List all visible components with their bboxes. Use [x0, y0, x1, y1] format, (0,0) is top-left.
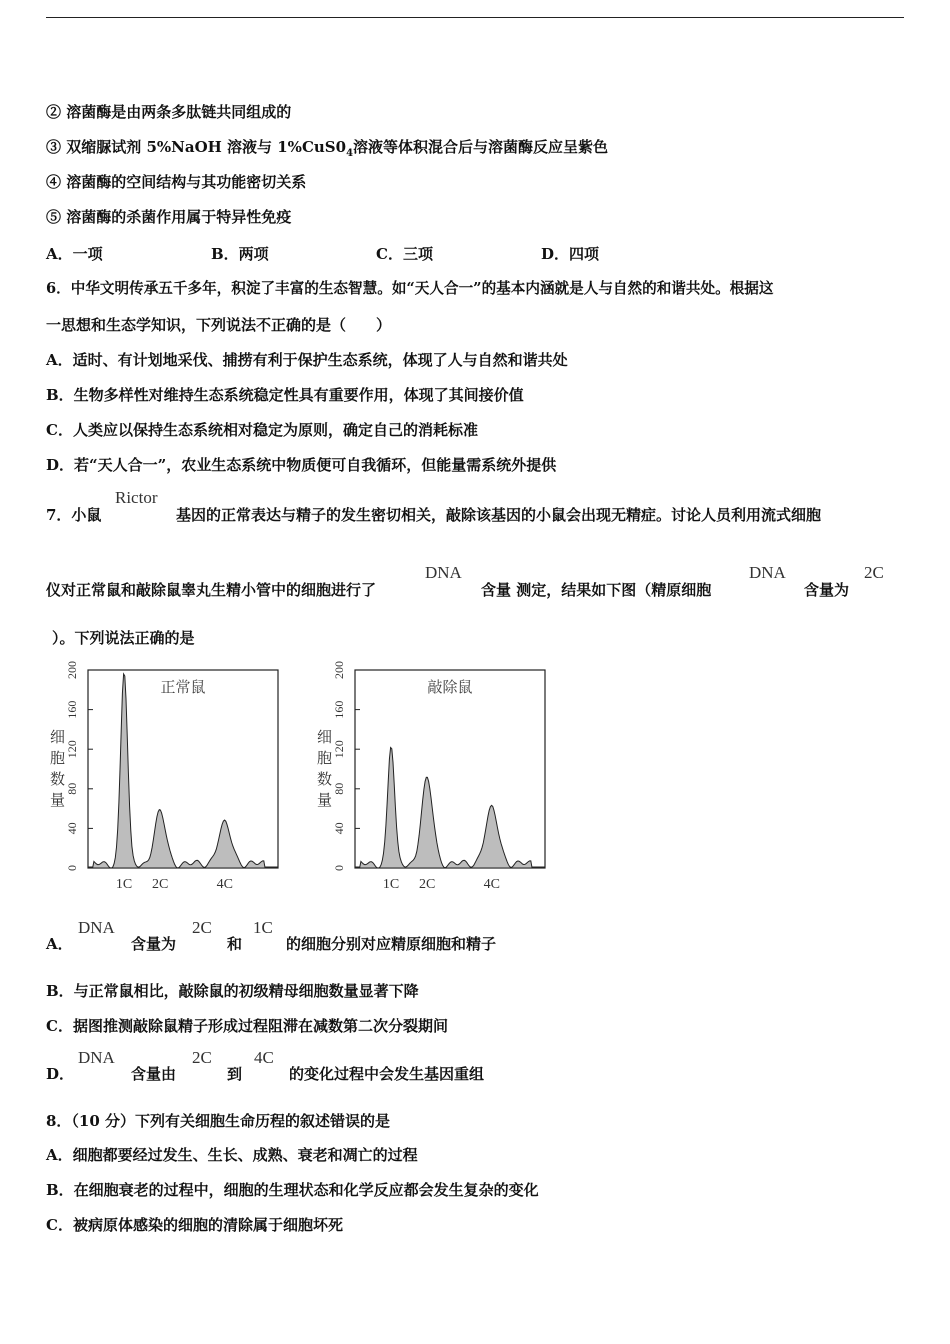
q5-option-b[interactable]: B．两项 — [211, 245, 269, 263]
x-tick-label: 2C — [419, 877, 436, 892]
panel-title: 正常鼠 — [160, 680, 206, 696]
q6-option-c[interactable]: C．人类应以保持生态系统相对稳定为原则，确定自己的消耗标准 — [46, 421, 478, 439]
x-tick-label: 1C — [115, 877, 133, 892]
header-rule — [46, 17, 904, 18]
q6-stem-line1: 6．中华文明传承五千多年，积淀了丰富的生态智慧。如“天人合一”的基本内涵就是人与自然的和谐共处。根据这 — [46, 280, 774, 297]
q7-text-5: 含量为 — [804, 581, 850, 599]
q7-gene-name: Rictor — [115, 488, 158, 507]
q7-option-d-label[interactable]: D． — [46, 1065, 75, 1083]
q8-option-a[interactable]: A．细胞都要经过发生、生长、成熟、衰老和凋亡的过程 — [46, 1146, 418, 1164]
q6-option-b[interactable]: B．生物多样性对维持生态系统稳定性具有重要作用，体现了其间接价值 — [46, 386, 524, 404]
q7-option-a-and: 和 — [227, 935, 243, 953]
q5-option-a[interactable]: A．一项 — [46, 245, 103, 263]
q7-dna-2: DNA — [749, 563, 786, 582]
y-tick-label: 200 — [65, 661, 79, 679]
knockout-mouse-histogram — [317, 661, 545, 892]
x-tick-label: 4C — [216, 877, 233, 892]
chart-frame — [88, 670, 278, 868]
q7-option-a-2c: 2C — [192, 918, 212, 937]
q7-option-c[interactable]: C．据图推测敲除鼠精子形成过程阻滞在减数第二次分裂期间 — [46, 1017, 448, 1035]
y-axis-label-char: 细 — [317, 730, 333, 746]
q7-option-a-text2: 的细胞分别对应精原细胞和精子 — [286, 935, 497, 953]
flow-cytometry-figure — [40, 652, 560, 902]
q5-option-c[interactable]: C．三项 — [376, 245, 433, 263]
y-tick-label: 120 — [332, 740, 346, 759]
q7-option-d-text2: 的变化过程中会发生基因重组 — [289, 1065, 485, 1083]
q7-option-d-text1: 含量由 — [131, 1065, 177, 1083]
statement-3 — [46, 137, 608, 164]
x-tick-label: 2C — [152, 877, 169, 892]
q7-text-6: ）。下列说法正确的是 — [52, 629, 195, 647]
normal-mouse-histogram — [50, 661, 278, 892]
y-axis-label-char: 数 — [50, 772, 66, 788]
statement-3-post: 溶液等体积混合后与溶菌酶反应呈紫色 — [353, 138, 609, 156]
y-axis-label-char: 胞 — [317, 751, 333, 767]
chart-frame — [355, 670, 545, 868]
q7-text-3: 仪对正常鼠和敲除鼠睾丸生精小管中的细胞进行了 — [46, 581, 377, 599]
panel-title: 敲除鼠 — [427, 680, 473, 696]
q7-option-a-dna: DNA — [78, 918, 115, 937]
q7-option-a-1c: 1C — [253, 918, 273, 937]
q7-text-1: 7．小鼠 — [46, 506, 102, 524]
q7-dna-1: DNA — [425, 563, 462, 582]
y-tick-label: 0 — [65, 865, 79, 871]
q7-option-b[interactable]: B．与正常鼠相比，敲除鼠的初级精母细胞数量显著下降 — [46, 982, 419, 1000]
y-tick-label: 160 — [65, 700, 79, 719]
q7-option-d-to: 到 — [227, 1065, 243, 1083]
q8-stem: 8．（10 分）下列有关细胞生命历程的叙述错误的是 — [46, 1112, 391, 1130]
y-axis-label-char: 细 — [50, 730, 66, 746]
q7-option-d-dna: DNA — [78, 1048, 115, 1067]
q8-option-c[interactable]: C．被病原体感染的细胞的清除属于细胞坏死 — [46, 1216, 343, 1234]
q6-stem-line2: 一思想和生态学知识，下列说法不正确的是（ ） — [46, 316, 392, 334]
y-tick-label: 120 — [65, 740, 79, 759]
q7-option-a-label[interactable]: A． — [46, 935, 73, 953]
statement-3-subscript: 4 — [346, 148, 354, 159]
q7-option-a-text1: 含量为 — [131, 935, 177, 953]
q7-text-4: 含量 测定，结果如下图（精原细胞 — [481, 581, 712, 599]
y-axis-label-char: 量 — [50, 793, 66, 809]
q7-option-d-4c: 4C — [254, 1048, 274, 1067]
statement-2: ② 溶菌酶是由两条多肽链共同组成的 — [46, 103, 292, 121]
y-tick-label: 160 — [332, 700, 346, 719]
q7-option-d-2c: 2C — [192, 1048, 212, 1067]
histogram-area — [355, 748, 545, 869]
statement-5: ⑤ 溶菌酶的杀菌作用属于特异性免疫 — [46, 208, 292, 226]
y-axis-label-char: 胞 — [50, 751, 66, 767]
q8-option-b[interactable]: B．在细胞衰老的过程中，细胞的生理状态和化学反应都会发生复杂的变化 — [46, 1181, 539, 1199]
y-tick-label: 40 — [332, 822, 346, 835]
statement-4: ④ 溶菌酶的空间结构与其功能密切关系 — [46, 173, 307, 191]
y-tick-label: 40 — [65, 822, 79, 835]
statement-3-pre: ③ 双缩脲试剂 5%NaOH 溶液与 1%CuS0 — [46, 138, 347, 156]
y-axis-label-char: 数 — [317, 772, 333, 788]
y-tick-label: 80 — [332, 782, 346, 795]
q7-2c: 2C — [864, 563, 884, 582]
y-axis-label-char: 量 — [317, 793, 333, 809]
q6-option-a[interactable]: A．适时、有计划地采伐、捕捞有利于保护生态系统，体现了人与自然和谐共处 — [46, 351, 568, 369]
q7-text-2: 基因的正常表达与精子的发生密切相关，敲除该基因的小鼠会出现无精症。讨论人员利用流式细胞 — [176, 506, 822, 524]
q6-option-d[interactable]: D．若“天人合一”，农业生态系统中物质便可自我循环，但能量需系统外提供 — [46, 456, 557, 474]
y-tick-label: 200 — [332, 661, 346, 679]
y-tick-label: 80 — [65, 782, 79, 795]
y-tick-label: 0 — [332, 865, 346, 871]
histogram-area — [88, 674, 278, 868]
x-tick-label: 4C — [483, 877, 500, 892]
x-tick-label: 1C — [382, 877, 400, 892]
q5-option-d[interactable]: D．四项 — [541, 245, 600, 263]
